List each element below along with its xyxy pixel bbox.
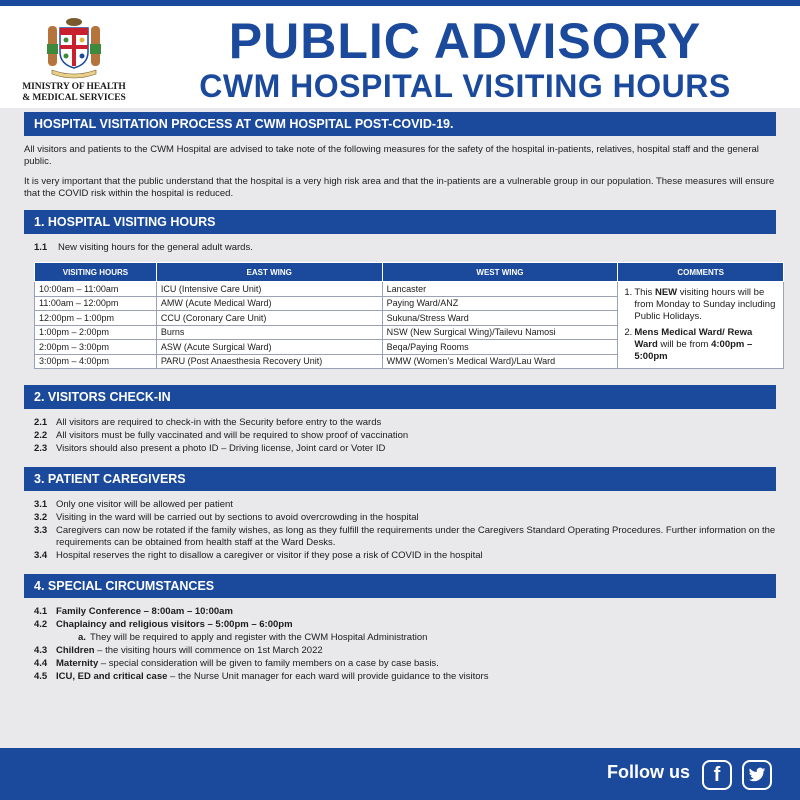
item-text: – special consideration will be given to family members on a case by case basis. bbox=[98, 658, 439, 669]
list-subitem bbox=[24, 632, 776, 644]
page-title: PUBLIC ADVISORY bbox=[228, 13, 702, 69]
ministry-name-line2: & MEDICAL SERVICES bbox=[22, 93, 126, 103]
cell-east: AMW (Acute Medical Ward) bbox=[156, 296, 382, 311]
comment-text: visiting hours will be from Monday to Sunday including Public Holidays. bbox=[634, 287, 776, 322]
section1-item bbox=[24, 242, 776, 254]
item-number: 3.3 bbox=[34, 525, 48, 536]
list-item bbox=[24, 645, 776, 657]
item-number: 2.3 bbox=[34, 443, 48, 454]
cell-west: WMW (Women’s Medical Ward)/Lau Ward bbox=[382, 354, 618, 369]
list-item bbox=[24, 499, 776, 511]
comment-1 bbox=[624, 287, 777, 323]
cell-west: Sukuna/Stress Ward bbox=[382, 311, 618, 326]
item-text: Visiting in the ward will be carried out by sections to avoid overcrowding in the hospital bbox=[56, 512, 419, 523]
item-text: – the visiting hours will commence on 1st March 2022 bbox=[94, 645, 323, 656]
cell-time: 12:00pm – 1:00pm bbox=[35, 311, 157, 326]
section3-heading: 3. PATIENT CAREGIVERS bbox=[24, 467, 776, 491]
cell-west: Lancaster bbox=[382, 282, 618, 297]
list-item bbox=[24, 619, 776, 631]
comments-cell bbox=[618, 282, 784, 369]
cell-time: 3:00pm – 4:00pm bbox=[35, 354, 157, 369]
list-item bbox=[24, 443, 776, 455]
cell-west: Beqa/Paying Rooms bbox=[382, 340, 618, 355]
page-subtitle: CWM HOSPITAL VISITING HOURS bbox=[199, 68, 731, 104]
table-row bbox=[35, 282, 784, 297]
item-number: 4.3 bbox=[34, 645, 48, 656]
table-header-row bbox=[35, 263, 784, 282]
item-number: 3.1 bbox=[34, 499, 48, 510]
list-item bbox=[24, 525, 776, 549]
cell-west: Paying Ward/ANZ bbox=[382, 296, 618, 311]
visiting-hours-table bbox=[34, 262, 784, 369]
item-number: 2.2 bbox=[34, 430, 48, 441]
header bbox=[0, 6, 800, 108]
comment-text: This bbox=[634, 287, 655, 298]
item-bold-text: Children bbox=[56, 645, 95, 656]
item-number: 3.2 bbox=[34, 512, 48, 523]
cell-east: Burns bbox=[156, 325, 382, 340]
item-bold-text: Maternity bbox=[56, 658, 99, 669]
intro-paragraph-2: It is very important that the public understand that the hospital is a very high risk area and that the in-patients are a vulnerable group in our population. These measures will ensure that the COVID risk within the hospital is reduced. bbox=[24, 176, 775, 199]
advisory-content bbox=[24, 112, 776, 683]
subitem-letter: a. bbox=[78, 632, 86, 643]
item-text: Caregivers can now be rotated if the family wishes, as long as they fulfill the requirements under the Caregivers Standard Operating Procedures. Further information on the requirements can be obtained from health staff at the Ward Desks. bbox=[56, 525, 776, 548]
list-item bbox=[24, 430, 776, 442]
list-item bbox=[24, 606, 776, 618]
cell-east: CCU (Coronary Care Unit) bbox=[156, 311, 382, 326]
cell-time: 2:00pm – 3:00pm bbox=[35, 340, 157, 355]
section3-list bbox=[24, 499, 776, 562]
footer bbox=[0, 748, 800, 800]
col-west-wing: WEST WING bbox=[382, 263, 618, 282]
list-item bbox=[24, 658, 776, 670]
comment-number: 2. bbox=[624, 327, 633, 338]
section2-heading: 2. VISITORS CHECK-IN bbox=[24, 385, 776, 409]
coat-of-arms-icon bbox=[44, 14, 104, 80]
item-bold-text: Chaplaincy and religious visitors – 5:00pm – 6:00pm bbox=[56, 619, 293, 630]
comment-bold: 4:00pm – 5:00pm bbox=[634, 339, 753, 362]
item-number: 2.1 bbox=[34, 417, 48, 428]
cell-east: PARU (Post Anaesthesia Recovery Unit) bbox=[156, 354, 382, 369]
item-number: 4.4 bbox=[34, 658, 48, 669]
intro-heading: HOSPITAL VISITATION PROCESS AT CWM HOSPITAL POST-COVID-19. bbox=[24, 112, 776, 136]
intro-paragraph-1: All visitors and patients to the CWM Hospital are advised to take note of the following measures for the safety of the hospital in-patients, relatives, hospital staff and the general public. bbox=[24, 144, 759, 167]
item-text: Only one visitor will be allowed per patient bbox=[56, 499, 233, 510]
item-text: – the Nurse Unit manager for each ward will provide guidance to the visitors bbox=[167, 671, 489, 682]
cell-time: 1:00pm – 2:00pm bbox=[35, 325, 157, 340]
comment-number: 1. bbox=[624, 287, 633, 298]
section4-list bbox=[24, 606, 776, 683]
col-visiting-hours: VISITING HOURS bbox=[35, 263, 157, 282]
item-bold-text: ICU, ED and critical case bbox=[56, 671, 168, 682]
follow-us-label: Follow us bbox=[607, 762, 690, 782]
section4-heading: 4. SPECIAL CIRCUMSTANCES bbox=[24, 574, 776, 598]
item-number: 4.1 bbox=[34, 606, 48, 617]
list-item bbox=[24, 417, 776, 429]
item-number: 4.2 bbox=[34, 619, 48, 630]
comment-bold: Mens Medical Ward/ Rewa Ward bbox=[634, 327, 753, 350]
col-comments: COMMENTS bbox=[618, 263, 784, 282]
item-bold-text: Family Conference – 8:00am – 10:00am bbox=[56, 606, 233, 617]
list-item bbox=[24, 512, 776, 524]
col-east-wing: EAST WING bbox=[156, 263, 382, 282]
twitter-icon[interactable] bbox=[742, 760, 772, 790]
item-text: They will be required to apply and register with the CWM Hospital Administration bbox=[90, 632, 428, 643]
ministry-logo bbox=[18, 14, 130, 104]
cell-west: NSW (New Surgical Wing)/Tailevu Namosi bbox=[382, 325, 618, 340]
section2-list bbox=[24, 417, 776, 455]
comment-text: will be from bbox=[657, 339, 712, 350]
item-number: 3.4 bbox=[34, 550, 48, 561]
item-text: All visitors must be fully vaccinated and will be required to show proof of vaccination bbox=[56, 430, 409, 441]
ministry-name-line1: MINISTRY OF HEALTH bbox=[22, 82, 126, 92]
cell-east: ICU (Intensive Care Unit) bbox=[156, 282, 382, 297]
comment-bold: NEW bbox=[654, 287, 678, 298]
list-item bbox=[24, 671, 776, 683]
item-text: New visiting hours for the general adult wards. bbox=[58, 242, 253, 253]
list-item bbox=[24, 550, 776, 562]
cell-time: 11:00am – 12:00pm bbox=[35, 296, 157, 311]
cell-east: ASW (Acute Surgical Ward) bbox=[156, 340, 382, 355]
item-text: Visitors should also present a photo ID – Driving license, Joint card or Voter ID bbox=[56, 443, 386, 454]
item-text: Hospital reserves the right to disallow a caregiver or visitor if they pose a risk of COVID in the hospital bbox=[56, 550, 483, 561]
comment-2 bbox=[624, 327, 777, 363]
section1-heading: 1. HOSPITAL VISITING HOURS bbox=[24, 210, 776, 234]
facebook-icon[interactable]: f bbox=[702, 760, 732, 790]
item-number: 1.1 bbox=[34, 242, 48, 253]
twitter-bird-glyph bbox=[748, 767, 766, 783]
cell-time: 10:00am – 11:00am bbox=[35, 282, 157, 297]
item-text: All visitors are required to check-in with the Security before entry to the wards bbox=[56, 417, 382, 428]
item-number: 4.5 bbox=[34, 671, 48, 682]
